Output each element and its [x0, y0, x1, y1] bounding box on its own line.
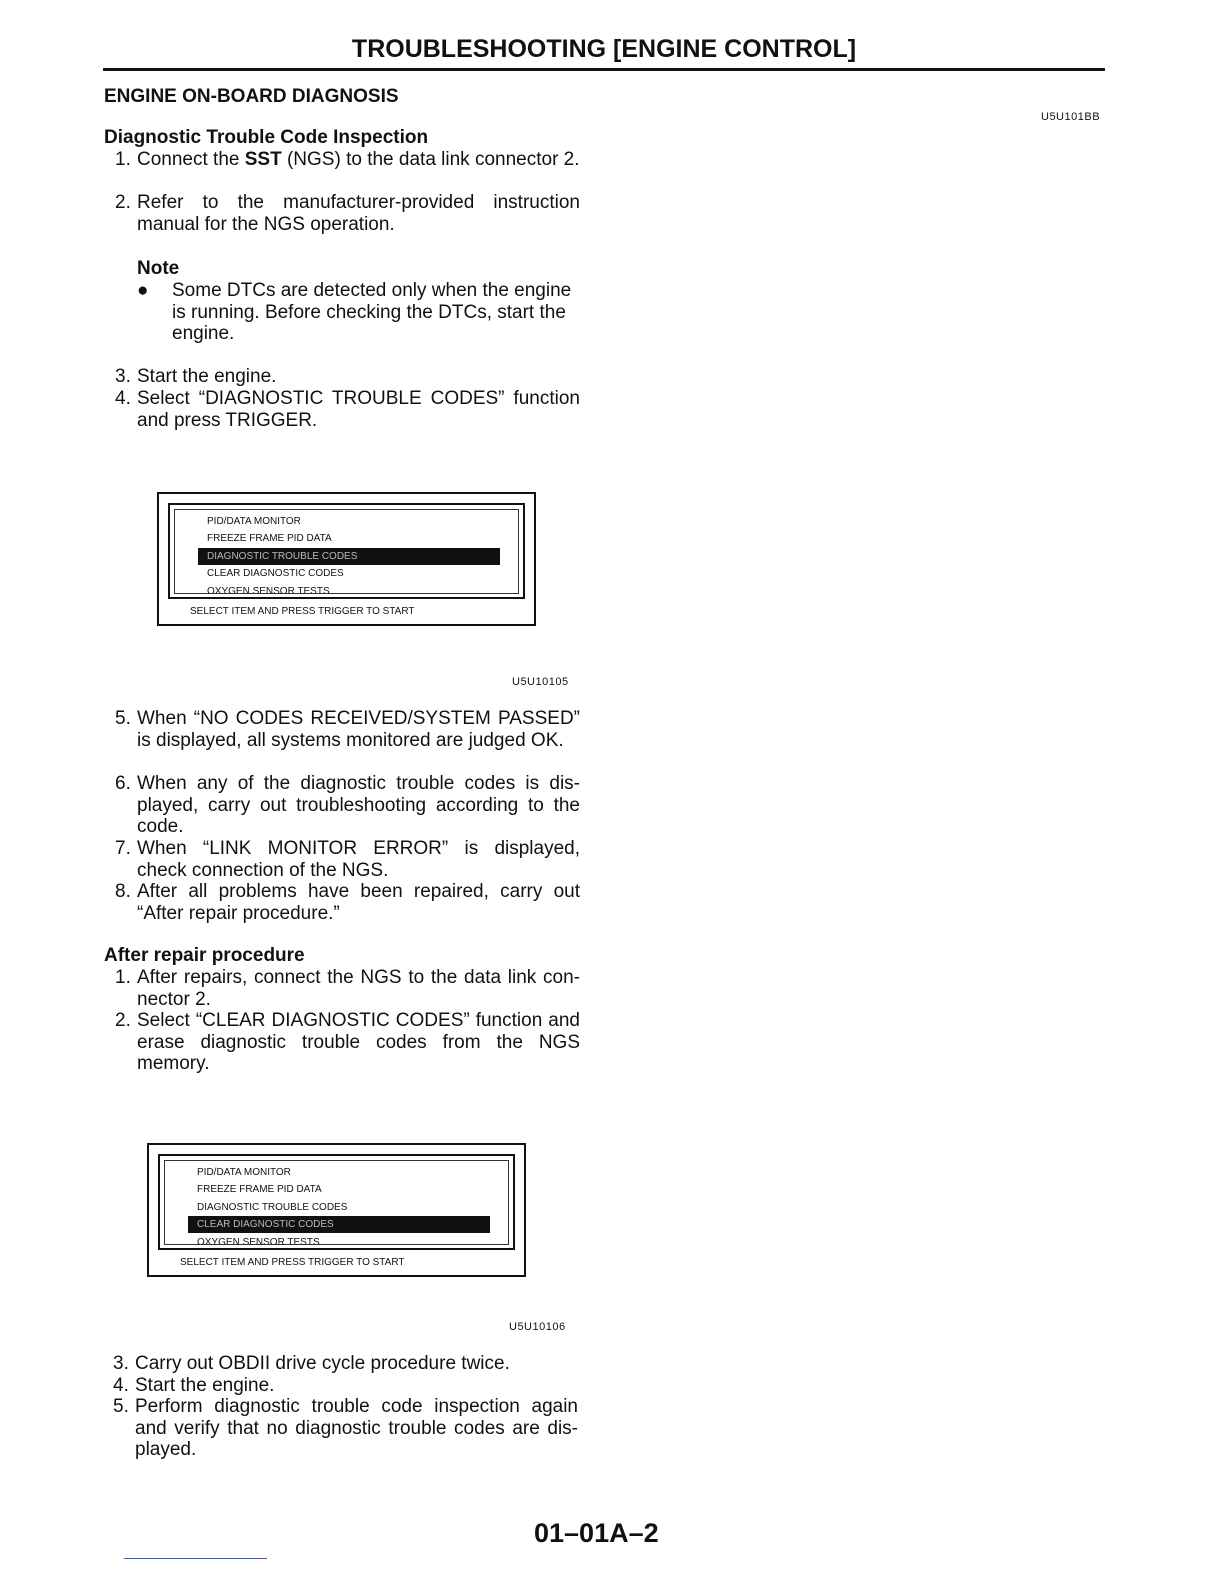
screen-instruction: SELECT ITEM AND PRESS TRIGGER TO START	[190, 606, 415, 617]
dtc-step-1	[110, 149, 580, 171]
ngs-menu-frame	[168, 503, 525, 599]
step-number: 4.	[115, 388, 131, 409]
menu-item-oxygen-sensor-tests: OXYGEN SENSOR TESTS	[207, 586, 330, 597]
section-title: ENGINE ON-BOARD DIAGNOSIS	[104, 86, 399, 107]
step-text: Perform diagnostic trouble code inspection again and verify that no diagnostic trouble codes are dis-played.	[135, 1396, 578, 1461]
page-title: TROUBLESHOOTING [ENGINE CONTROL]	[103, 32, 1105, 71]
step-number: 6.	[115, 773, 131, 794]
bullet-icon: ●	[137, 280, 149, 301]
step-number: 1.	[115, 967, 131, 988]
menu-item-pid-data-monitor: PID/DATA MONITOR	[197, 1167, 291, 1178]
dtc-step-2	[110, 192, 580, 235]
step-number: 2.	[115, 1010, 131, 1031]
step-text: Select “CLEAR DIAGNOSTIC CODES” function and erase diagnostic trouble codes from the NGS memory.	[137, 1010, 580, 1075]
dtc-step-8	[110, 881, 580, 924]
after-step-5	[108, 1396, 578, 1461]
menu-item-oxygen-sensor-tests: OXYGEN SENSOR TESTS	[197, 1237, 320, 1248]
dtc-step-3	[110, 366, 580, 388]
step-text: After all problems have been repaired, carry out “After repair procedure.”	[137, 881, 580, 924]
step-text: Refer to the manufacturer-provided instruction manual for the NGS operation.	[137, 192, 580, 235]
note-text: Some DTCs are detected only when the engine is running. Before checking the DTCs, start the engine.	[172, 280, 572, 345]
step-text: Connect the	[137, 149, 245, 170]
page-number: 01–01A–2	[534, 1518, 659, 1548]
step-number: 7.	[115, 838, 131, 859]
step-text: Start the engine.	[137, 366, 277, 387]
footer-rule	[124, 1558, 267, 1559]
menu-item-freeze-frame: FREEZE FRAME PID DATA	[207, 533, 332, 544]
after-step-2	[110, 1010, 580, 1075]
screen-instruction: SELECT ITEM AND PRESS TRIGGER TO START	[180, 1257, 405, 1268]
dtc-step-6	[110, 773, 580, 838]
step-number: 3.	[115, 366, 131, 387]
step-number: 1.	[115, 149, 131, 170]
menu-item-diagnostic-trouble-codes: DIAGNOSTIC TROUBLE CODES	[197, 1202, 348, 1213]
menu-item-clear-diagnostic-codes: CLEAR DIAGNOSTIC CODES	[188, 1216, 490, 1233]
figure-code-2: U5U10106	[509, 1321, 566, 1333]
dtc-step-4	[110, 388, 580, 431]
step-number: 5.	[115, 708, 131, 729]
note-item	[137, 280, 580, 345]
step-text: When “LINK MONITOR ERROR” is displayed, check connection of the NGS.	[137, 838, 580, 881]
step-text: Select “DIAGNOSTIC TROUBLE CODES” function and press TRIGGER.	[137, 388, 580, 431]
menu-item-pid-data-monitor: PID/DATA MONITOR	[207, 516, 301, 527]
after-step-4	[108, 1375, 578, 1397]
after-step-3	[108, 1353, 578, 1375]
sst-term: SST	[244, 149, 282, 170]
step-text: Carry out OBDII drive cycle procedure twice.	[135, 1353, 510, 1374]
menu-item-diagnostic-trouble-codes: DIAGNOSTIC TROUBLE CODES	[198, 548, 500, 565]
ngs-menu-frame	[158, 1154, 515, 1250]
step-text: When any of the diagnostic trouble codes is dis-played, carry out troubleshooting according to the code.	[137, 773, 580, 838]
menu-item-clear-diagnostic-codes: CLEAR DIAGNOSTIC CODES	[207, 568, 344, 579]
step-number: 5.	[113, 1396, 129, 1417]
step-text: When “NO CODES RECEIVED/SYSTEM PASSED” is displayed, all systems monitored are judged OK.	[137, 708, 580, 751]
dtc-step-7	[110, 838, 580, 881]
step-number: 2.	[115, 192, 131, 213]
menu-item-freeze-frame: FREEZE FRAME PID DATA	[197, 1184, 322, 1195]
after-repair-title: After repair procedure	[104, 945, 305, 966]
step-text: (NGS) to the data link connector 2.	[281, 149, 580, 170]
ngs-screen-1	[157, 492, 536, 626]
figure-code-1: U5U10105	[512, 676, 569, 688]
dtc-step-5	[110, 708, 580, 751]
section-code: U5U101BB	[1041, 111, 1101, 123]
step-number: 3.	[113, 1353, 129, 1374]
step-number: 4.	[113, 1375, 129, 1396]
step-number: 8.	[115, 881, 131, 902]
ngs-screen-2	[147, 1143, 526, 1277]
step-text: After repairs, connect the NGS to the data link con-nector 2.	[137, 967, 580, 1010]
step-text: Start the engine.	[135, 1375, 275, 1396]
after-step-1	[110, 967, 580, 1010]
dtc-inspection-title: Diagnostic Trouble Code Inspection	[104, 127, 429, 148]
note-title: Note	[137, 258, 180, 279]
